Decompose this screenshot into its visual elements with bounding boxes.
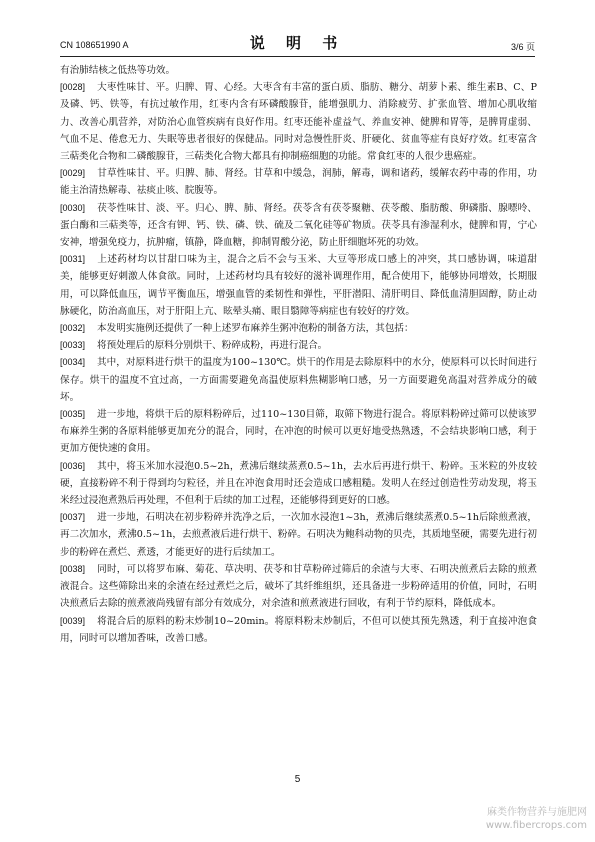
- paragraph-number: [0038]: [60, 563, 86, 574]
- paragraph-0036: [60, 458, 537, 510]
- paragraph-0028: [60, 79, 537, 165]
- paragraph-0033: [60, 337, 537, 354]
- paragraph-number: [0037]: [60, 512, 86, 523]
- paragraph-text: 其中，对原料进行烘干的温度为100~130℃。烘干的作用是去除原料中的水分，使原料可以长时间进行保存。烘干的温度不宜过高，一方面需要避免高温使原料焦糊影响口感，另一方面要避免高温对营养成分的破坏。: [60, 357, 537, 403]
- paragraph-text: 大枣性味甘、平。归脾、胃、心经。大枣含有丰富的蛋白质、脂肪、糖分、胡萝卜素、维生素B、C、P及磷、钙、铁等，有抗过敏作用，红枣内含有环磷酸腺苷，能增强肌力、消除疲劳、扩张血管、增加心肌收缩力、改善心肌营养，对防治心血管疾病有良好作用。红枣还能补虚益气、养血安神、健脾和胃等，是脾胃虚弱、气血不足、倦怠无力、失眠等患者很好的保健品。同时对急慢性肝炎、肝硬化、贫血等症有良好疗效。红枣富含三萜类化合物和二磷酸腺苷，三萜类化合物大都具有抑制癌细胞的功能。常食红枣的人很少患癌症。: [60, 82, 537, 163]
- paragraph-0034: [60, 354, 537, 406]
- paragraph-text: 上述药材均以甘甜口味为主，混合之后不会与玉米、大豆等形成口感上的冲突，其口感协调，味道甜美，能够更好刺激人体食欲。同时，上述药材均具有较好的滋补调理作用，配合使用下，能够协同增效，长期服用，可以降低血压，调节平衡血压，增强血管的柔韧性和弹性，平肝潜阳、清肝明目、降低血清胆固醇，防止动脉硬化，防治高血压，对于肝阳上亢、眩晕头痛、眼目翳障等病症也有较好的疗效。: [60, 254, 537, 317]
- paragraph-0038: [60, 561, 537, 613]
- page-header: [60, 32, 535, 57]
- paragraph-number: [0039]: [60, 615, 86, 626]
- paragraph-number: [0032]: [60, 323, 86, 334]
- paragraph-0029: [60, 165, 537, 199]
- paragraph-text: 有治肺结核之低热等功效。: [60, 65, 176, 76]
- paragraph-0035: [60, 406, 537, 458]
- site-watermark: [486, 806, 587, 832]
- publication-number: CN 108651990 A: [60, 40, 129, 50]
- paragraph-number: [0033]: [60, 340, 86, 351]
- paragraph-0039: [60, 613, 537, 647]
- paragraph-text: 将混合后的原料的粉末炒制10~20min。将原料粉末炒制后，不但可以使其预先熟透，利于直接冲泡食用，同时可以增加香味，改善口感。: [60, 615, 537, 644]
- paragraph-number: [0028]: [60, 82, 86, 93]
- paragraph-number: [0030]: [60, 202, 86, 213]
- paragraph-continuation: [60, 62, 537, 79]
- paragraph-text: 将预处理后的原料分别烘干、粉碎成粉，再进行混合。: [97, 340, 328, 352]
- paragraph-text: 同时，可以将罗布麻、菊花、草决明、茯苓和甘草粉碎过筛后的余渣与大枣、石明决煎煮后去除的煎煮液混合。这些筛除出来的余渣在经过煮烂之后，破坏了其纤维组织，还具备进一步粉碎适用的价值，同时，石明决煎煮后去除的煎煮液尚残留有部分有效成分，对余渣和煎煮液进行回收，有利于节约原料，降低成本。: [60, 563, 537, 610]
- watermark-site-name: 麻类作物营养与施肥网: [487, 807, 587, 818]
- description-body: [60, 62, 537, 647]
- paragraph-number: [0029]: [60, 168, 86, 179]
- paragraph-text: 茯苓性味甘、淡、平。归心、脾、肺、肾经。茯苓含有茯苓聚糖、茯苓酸、脂肪酸、卵磷脂、腺嘌呤、蛋白酶和三萜类等，还含有钾、钙、铁、磷、铁、硫及二氧化硅等矿物质。茯苓具有渗湿利水，健脾和胃，宁心安神，增强免疫力，抗肿瘤，镇静，降血糖，抑制胃酸分泌，防止肝细胞坏死的功效。: [60, 202, 537, 249]
- paragraph-text: 进一步地，将烘干后的原料粉碎后，过110~130目筛，取筛下物进行混合。将原料粉碎过筛可以使该罗布麻养生粥的各原料能够更加充分的混合，同时，在冲泡的时候可以更好地受热熟透，不会结块影响口感，利于更加方便快速的食用。: [60, 409, 537, 455]
- paragraph-number: [0035]: [60, 409, 86, 420]
- paragraph-text: 进一步地，石明决在初步粉碎并洗净之后，一次加水浸泡1~3h，煮沸后继续蒸煮0.5~1h后除煎煮液，再二次加水，煮沸0.5~1h，去煎煮液后进行烘干、粉碎。石明决为鲍科动物的贝壳，其质地坚硬，需要先进行初步的粉碎在煮烂、煮透，才能更好的进行后续加工。: [60, 512, 537, 558]
- watermark-url: www.fibercrops.com: [485, 820, 587, 831]
- document-title: 说 明 书: [249, 34, 346, 52]
- paragraph-number: [0036]: [60, 460, 86, 471]
- paragraph-text: 本发明实施例还提供了一种上述罗布麻养生粥冲泡粉的制备方法，其包括：: [97, 323, 414, 335]
- paragraph-number: [0031]: [60, 254, 86, 265]
- page-indicator: 3/6 页: [510, 42, 535, 52]
- paragraph-0030: [60, 200, 537, 252]
- paragraph-text: 甘草性味甘、平。归脾、肺、肾经。甘草和中缓急，润肺，解毒，调和诸药，缓解农药中毒的作用，功能主治清热解毒、祛痰止咳、脘腹等。: [60, 168, 537, 197]
- paragraph-0037: [60, 509, 537, 561]
- paragraph-0032: [60, 320, 537, 337]
- paragraph-number: [0034]: [60, 357, 86, 368]
- paragraph-text: 其中，将玉米加水浸泡0.5~2h，煮沸后继续蒸煮0.5~1h，去水后再进行烘干、粉碎。玉米粒的外皮较硬，直接粉碎不利于得到均匀粒径，并且在冲泡食用时还会造成口感粗糙。发明人在经过创造性劳动发现，将玉米经过浸泡煮熟后再处理，不但利于后续的加工过程，还能够得到更好的口感。: [60, 460, 537, 507]
- paragraph-0031: [60, 251, 537, 320]
- page-number: 5: [294, 774, 301, 785]
